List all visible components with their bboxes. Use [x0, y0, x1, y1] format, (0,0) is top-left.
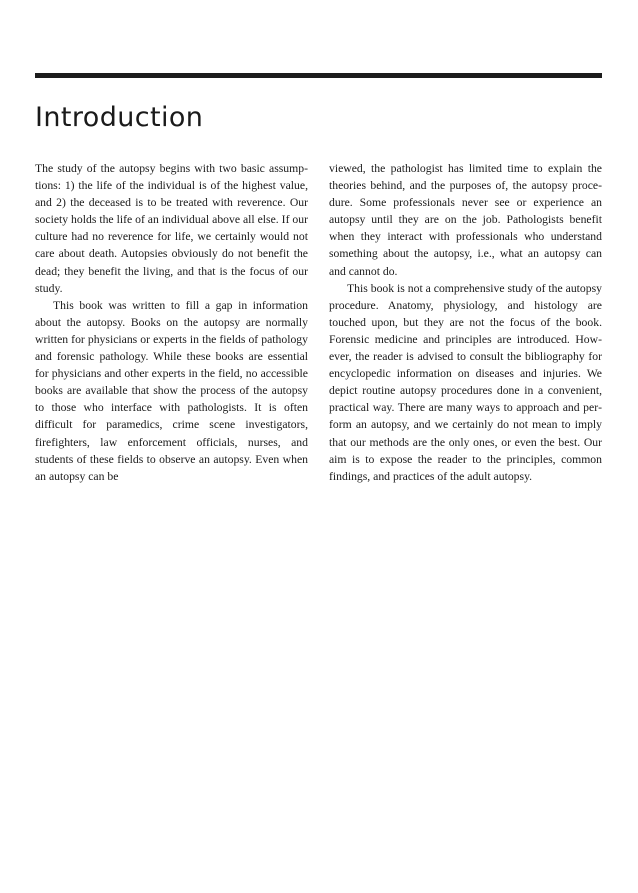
left-column-paragraph-1: The study of the autopsy begins with two basic assumptions: 1) the life of the individual is of the highest value, and 2) the deceased is to be treated with reverence. Our society holds the life of an individual above all else. If our culture had no reverence for life, we certainly would not care about death. Autopsies obviously do not benefit the dead; they benefit the living, and that is the focus of our study. — [35, 162, 308, 295]
left-text-column — [35, 160, 308, 485]
chapter-top-rule — [35, 73, 602, 78]
right-text-column — [329, 160, 602, 485]
left-column-paragraph-2: This book was written to fill a gap in information about the autopsy. Books on the autopsy are normally written for physicians or experts in the fields of pathology and forensic pathology. While these books are essential for physicians and other experts in the field, no accessible books are available that show the process of the autopsy to those who interface with pathologists. It is often difficult for paramedics, crime scene investigators, firefighters, law enforcement officials, nurses, and students of these fields to observe an autopsy. Even when an autopsy can be — [35, 298, 308, 483]
right-column-paragraph-1: viewed, the pathologist has limited time to explain the theories behind, and the purposes of, the autopsy procedure. Some professionals never see or experience an autopsy until they are on the job. Pathologists benefit when they interact with professionals who understand something about the autopsy, i.e., what an autopsy can and cannot do. — [329, 162, 602, 278]
right-column-paragraph-2: This book is not a comprehensive study of the autopsy procedure. Anatomy, physiology, and histology are touched upon, but they are not the focus of the book. Forensic medicine and principles are introduced. However, the reader is advised to consult the bibliography for encyclopedic information on diseases and injuries. We depict routine autopsy procedures done in a convenient, practical way. There are many ways to approach and perform an autopsy, and we certainly do not mean to imply that our methods are the only ones, or even the best. Our aim is to expose the reader to the principles, common findings, and practices of the adult autopsy. — [329, 281, 602, 483]
chapter-title: Introduction — [35, 102, 204, 133]
